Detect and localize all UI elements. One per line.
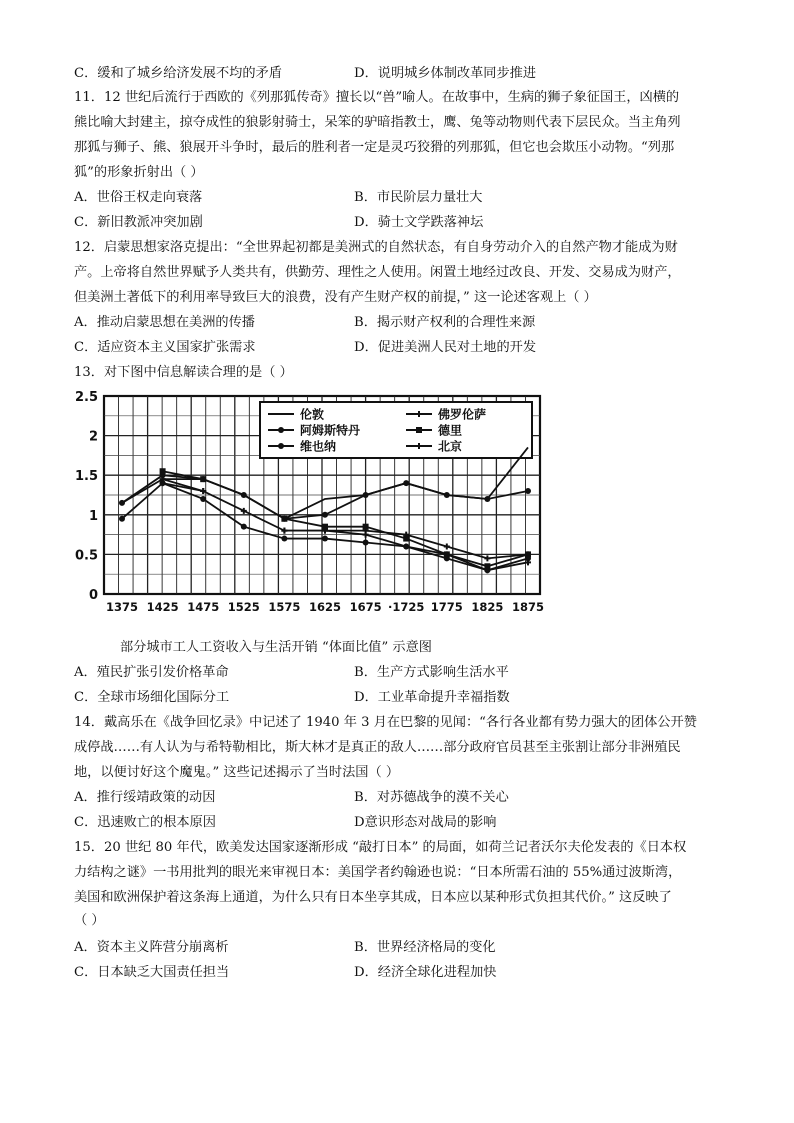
x-tick-label: 1825: [471, 600, 504, 614]
q15-options-row-1: [74, 938, 734, 958]
q14-stem-line-1: 14．戴高乐在《战争回忆录》中记述了 1940 年 3 月在巴黎的见闻：“各行各业都有势力强大的团体公开赞: [74, 715, 697, 730]
x-tick-label: ·1725: [388, 600, 425, 614]
data-point: [119, 500, 125, 506]
q15-option-b[interactable]: B．世界经济格局的变化: [354, 940, 496, 955]
q14-options-row-1: [74, 788, 734, 808]
q12-stem-line-3: 但美洲土著低下的利用率导致巨大的浪费，没有产生财产权的前提，” 这一论述客观上（ ）: [74, 290, 597, 305]
data-point: [403, 536, 409, 542]
series-line: [284, 519, 528, 567]
legend-label: 北京: [438, 439, 463, 454]
x-tick-label: 1675: [349, 600, 382, 614]
q11-option-a[interactable]: A．世俗王权走向衰落: [74, 190, 203, 205]
y-tick-label: 2: [88, 429, 98, 445]
q11-stem-line-4: 狐”的形象折射出（ ）: [74, 165, 204, 180]
q12-stem-line-1: 12．启蒙思想家洛克提出：“全世界起初都是美洲式的自然状态，有自身劳动介入的自然产物才能成为财: [74, 240, 678, 255]
data-point: [281, 516, 287, 522]
q14-stem-line-2: 成停战……有人认为与希特勒相比，斯大林才是真正的敌人……部分政府官员甚至主张割让部分非洲殖民: [74, 740, 681, 755]
legend-label: 伦敦: [300, 407, 325, 422]
x-tick-label: 1375: [105, 600, 139, 614]
data-point: [281, 528, 287, 534]
q15-option-c[interactable]: C．日本缺乏大国责任担当: [74, 965, 230, 980]
q13-chart: [70, 388, 550, 620]
data-point: [363, 492, 369, 498]
q12-option-a[interactable]: A．推动启蒙思想在美洲的传播: [74, 315, 255, 330]
legend-marker: [278, 427, 284, 433]
q13-option-d[interactable]: D．工业革命提升幸福指数: [354, 690, 510, 705]
data-point: [444, 492, 450, 498]
data-point: [363, 540, 369, 546]
legend-label: 阿姆斯特丹: [300, 423, 361, 438]
data-point: [525, 488, 531, 494]
x-tick-label: 1575: [268, 600, 301, 614]
data-point: [322, 536, 328, 542]
q14-options-row-2: [74, 813, 734, 833]
data-point: [200, 496, 206, 502]
data-point: [484, 555, 490, 561]
q12-option-b[interactable]: B．揭示财产权利的合理性来源: [354, 315, 536, 330]
y-tick-label: 2.5: [74, 390, 98, 405]
x-tick-label: 1525: [227, 600, 260, 614]
data-point: [403, 480, 409, 486]
data-point: [241, 508, 247, 514]
q15-options-row-2: [74, 963, 734, 983]
data-point: [444, 543, 450, 549]
y-tick-label: 1.5: [74, 469, 98, 485]
series-group: [163, 479, 528, 558]
legend-label: 佛罗伦萨: [438, 407, 487, 422]
q11-stem-line-1: 11．12 世纪后流行于西欧的《列那狐传奇》擅长以“兽”喻人。在故事中，生病的狮子象征国王，凶横的: [74, 90, 680, 105]
q13-stem: 13．对下图中信息解读合理的是（ ）: [74, 365, 293, 380]
q12-options-row-2: [74, 338, 734, 358]
data-point: [363, 532, 369, 538]
data-point: [160, 468, 166, 474]
q14-option-c[interactable]: C．迅速败亡的根本原因: [74, 815, 216, 830]
q15-stem-line-1: 15．20 世纪 80 年代，欧美发达国家逐渐形成 “敲打日本” 的局面，如荷兰记者沃尔夫伦发表的《日本权: [74, 840, 687, 855]
q11-option-b[interactable]: B．市民阶层力量壮大: [354, 190, 483, 205]
q10-option-c[interactable]: C．缓和了城乡给济发展不均的矛盾: [74, 66, 282, 81]
legend-label: 维也纳: [300, 439, 337, 454]
q11-stem-line-2: 熊比喻大封建主，掠夺成性的狼影射骑士，呆笨的驴暗指教士，鹰、兔等动物则代表下层民众。当主角列: [74, 115, 681, 130]
y-tick-label: 0.5: [74, 548, 98, 564]
q15-stem-line-4: （ ）: [74, 913, 105, 928]
q15-option-d[interactable]: D．经济全球化进程加快: [354, 965, 497, 980]
q12-option-c[interactable]: C．适应资本主义国家扩张需求: [74, 340, 256, 355]
x-tick-label: 1775: [430, 600, 463, 614]
series-line: [163, 479, 528, 558]
y-tick-label: 1: [88, 508, 98, 524]
q11-option-c[interactable]: C．新旧教派冲突加剧: [74, 215, 203, 230]
q13-option-a[interactable]: A．殖民扩张引发价格革命: [74, 665, 229, 680]
q11-options-row-2: [74, 213, 734, 233]
q15-stem-line-3: 美国和欧洲保护着这条海上通道，为什么只有日本坐享其成，日本应以某种形式负担其代价。” 这反映了: [74, 890, 672, 905]
q13-option-b[interactable]: B．生产方式影响生活水平: [354, 665, 509, 680]
q13-options-row-1: [74, 663, 734, 683]
q11-option-d[interactable]: D．骑士文学跌落神坛: [354, 215, 484, 230]
data-point: [241, 524, 247, 530]
x-tick-label: 1875: [511, 600, 545, 614]
data-point: [363, 524, 369, 530]
data-point: [119, 516, 125, 522]
q15-stem-line-2: 力结构之谜》一书用批判的眼光来审视日本：美国学者约翰逊也说：“日本所需石油的 55%通过波斯湾，: [74, 865, 682, 880]
q13-option-c[interactable]: C．全球市场细化国际分工: [74, 690, 230, 705]
q14-stem-line-3: 地，以便讨好这个魔鬼。” 这些记述揭示了当时法国（ ）: [74, 765, 400, 780]
data-point: [241, 492, 247, 498]
q14-option-d[interactable]: D意识形态对战局的影响: [354, 815, 497, 830]
q12-stem-line-2: 产。上帝将自然世界赋予人类共有，供勤劳、理性之人使用。闲置土地经过改良、开发、交易成为财产，: [74, 265, 681, 280]
q12-option-d[interactable]: D．促进美洲人民对土地的开发: [354, 340, 537, 355]
data-point: [200, 476, 206, 482]
line-chart-svg: [70, 388, 550, 620]
q12-options-row-1: [74, 313, 734, 333]
legend-marker: [416, 427, 422, 433]
q10-options: [74, 64, 734, 84]
q13-chart-caption: 部分城市工人工资收入与生活开销 “体面比值” 示意图: [120, 640, 432, 655]
x-tick-label: 1425: [146, 600, 179, 614]
data-point: [484, 496, 490, 502]
data-point: [322, 512, 328, 518]
data-point: [281, 536, 287, 542]
legend-marker: [278, 443, 284, 449]
legend-label: 德里: [438, 423, 463, 438]
q13-options-row-2: [74, 688, 734, 708]
q14-option-b[interactable]: B．对苏德战争的漠不关心: [354, 790, 509, 805]
q14-option-a[interactable]: A．推行绥靖政策的动因: [74, 790, 216, 805]
x-tick-label: 1475: [187, 600, 220, 614]
y-tick-label: 0: [88, 588, 98, 603]
q10-option-d[interactable]: D．说明城乡体制改革同步推进: [354, 66, 537, 81]
q15-option-a[interactable]: A．资本主义阵营分崩离析: [74, 940, 229, 955]
q11-options-row-1: [74, 188, 734, 208]
q11-stem-line-3: 那狐与狮子、熊、狼展开斗争时，最后的胜利者一定是灵巧狡猾的列那狐，但它也会欺压小动物。“列那: [74, 140, 675, 155]
x-tick-label: 1625: [308, 600, 342, 614]
